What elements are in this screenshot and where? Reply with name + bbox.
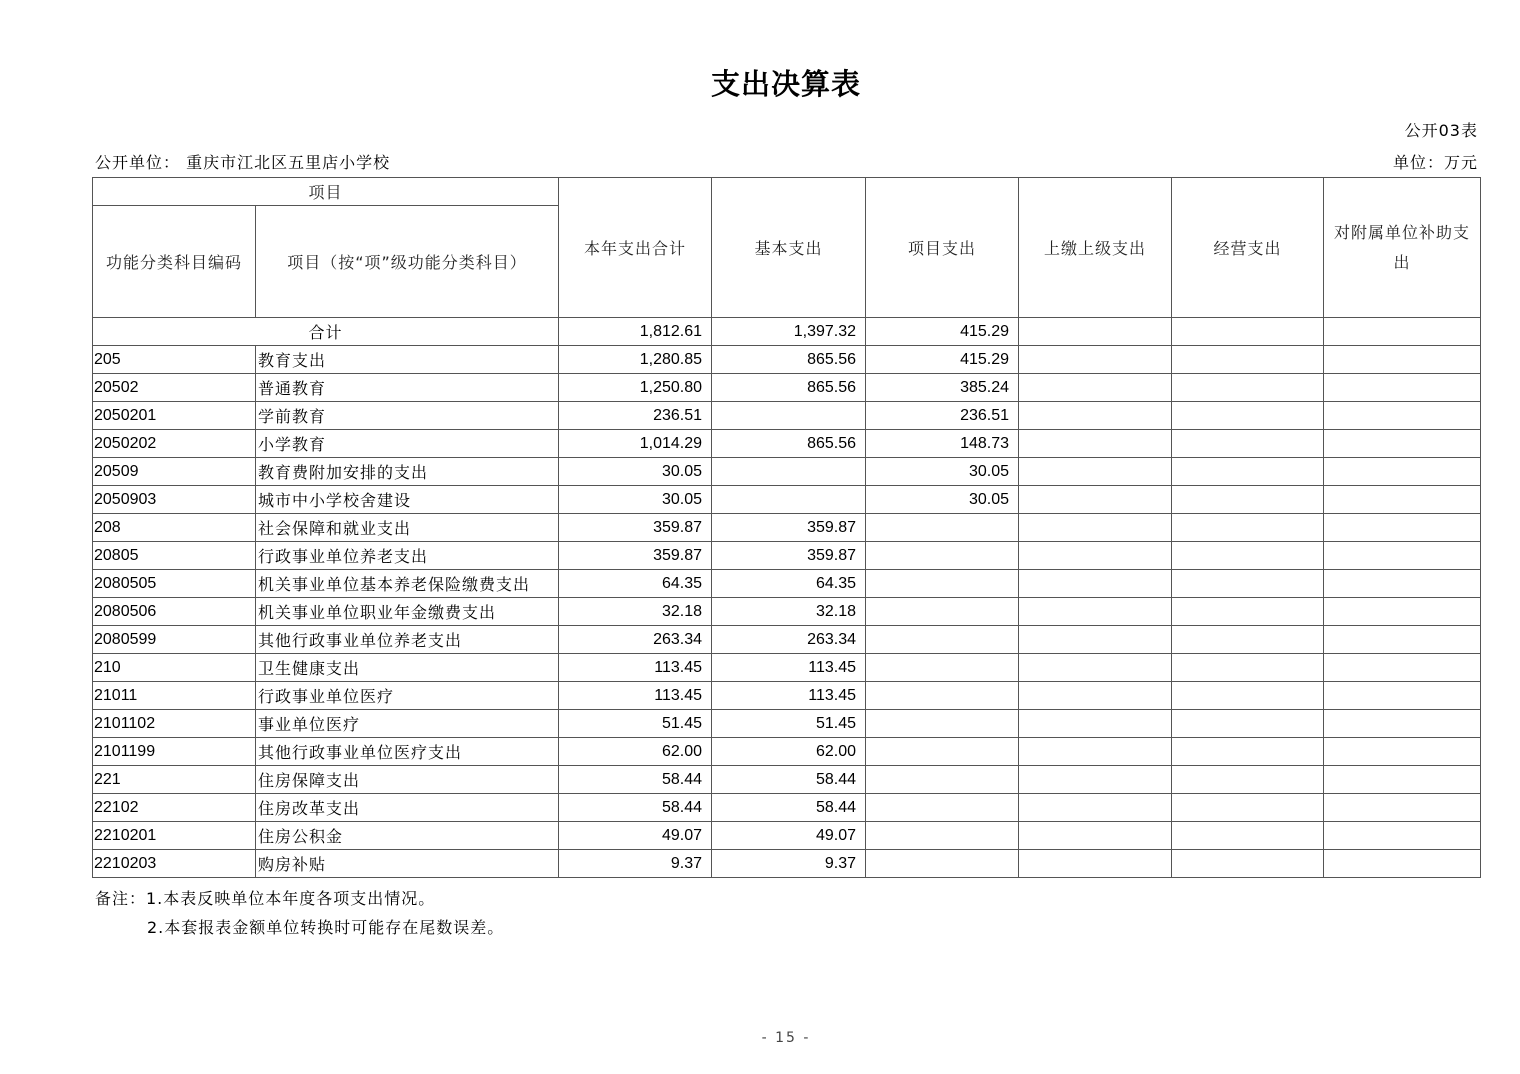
- page-number: - 15 -: [761, 1030, 811, 1046]
- subsidiary-cell: [1324, 598, 1481, 626]
- table-row: [93, 626, 1481, 654]
- project-cell: [866, 822, 1019, 850]
- subsidiary-cell: [1324, 486, 1481, 514]
- total-cell: 113.45: [559, 654, 712, 682]
- total-cell: 1,280.85: [559, 346, 712, 374]
- upper-cell: [1019, 430, 1172, 458]
- subsidiary-cell: [1324, 318, 1481, 346]
- upper-cell: [1019, 486, 1172, 514]
- code-cell: 2101199: [93, 738, 256, 766]
- total-cell: 58.44: [559, 794, 712, 822]
- project-cell: 236.51: [866, 402, 1019, 430]
- total-cell: 1,250.80: [559, 374, 712, 402]
- total-cell: 359.87: [559, 514, 712, 542]
- code-cell: 208: [93, 514, 256, 542]
- total-cell: 113.45: [559, 682, 712, 710]
- project-cell: 148.73: [866, 430, 1019, 458]
- code-cell: 2080506: [93, 598, 256, 626]
- total-label: 合计: [93, 318, 559, 346]
- project-cell: [866, 794, 1019, 822]
- name-cell: 城市中小学校舍建设: [256, 486, 559, 514]
- table-row: [93, 598, 1481, 626]
- project-cell: 385.24: [866, 374, 1019, 402]
- project-cell: [866, 542, 1019, 570]
- code-cell: 2080505: [93, 570, 256, 598]
- project-cell: 415.29: [866, 346, 1019, 374]
- table-row: [93, 738, 1481, 766]
- basic-cell: 51.45: [712, 710, 866, 738]
- name-cell: 学前教育: [256, 402, 559, 430]
- project-cell: [866, 850, 1019, 878]
- code-cell: 2050201: [93, 402, 256, 430]
- basic-cell: 58.44: [712, 794, 866, 822]
- basic-cell: 64.35: [712, 570, 866, 598]
- basic-cell: [712, 458, 866, 486]
- name-cell: 卫生健康支出: [256, 654, 559, 682]
- name-cell: 普通教育: [256, 374, 559, 402]
- table-row: [93, 542, 1481, 570]
- name-cell: 机关事业单位基本养老保险缴费支出: [256, 570, 559, 598]
- total-cell: 62.00: [559, 738, 712, 766]
- upper-cell: [1019, 626, 1172, 654]
- business-cell: [1172, 374, 1324, 402]
- project-cell: [866, 766, 1019, 794]
- upper-cell: [1019, 374, 1172, 402]
- table-row: [93, 766, 1481, 794]
- total-cell: 1,014.29: [559, 430, 712, 458]
- code-cell: 2210203: [93, 850, 256, 878]
- total-cell: 58.44: [559, 766, 712, 794]
- business-cell: [1172, 654, 1324, 682]
- subsidiary-cell: [1324, 850, 1481, 878]
- project-cell: 415.29: [866, 318, 1019, 346]
- subsidiary-cell: [1324, 794, 1481, 822]
- upper-cell: [1019, 598, 1172, 626]
- subsidiary-cell: [1324, 654, 1481, 682]
- subsidiary-cell: [1324, 710, 1481, 738]
- business-cell: [1172, 542, 1324, 570]
- table-row: [93, 682, 1481, 710]
- note-line-1: 备注：1.本表反映单位本年度各项支出情况。: [95, 889, 436, 908]
- business-cell: [1172, 766, 1324, 794]
- code-cell: 20805: [93, 542, 256, 570]
- header-business: 经营支出: [1172, 178, 1324, 318]
- header-basic: 基本支出: [712, 178, 866, 318]
- table-code: 公开03表: [1404, 121, 1478, 140]
- project-cell: [866, 738, 1019, 766]
- table-row: [93, 570, 1481, 598]
- project-cell: [866, 570, 1019, 598]
- upper-cell: [1019, 402, 1172, 430]
- total-cell: 51.45: [559, 710, 712, 738]
- project-cell: [866, 626, 1019, 654]
- business-cell: [1172, 710, 1324, 738]
- basic-cell: 1,397.32: [712, 318, 866, 346]
- upper-cell: [1019, 346, 1172, 374]
- code-cell: 22102: [93, 794, 256, 822]
- subsidiary-cell: [1324, 738, 1481, 766]
- business-cell: [1172, 514, 1324, 542]
- page-title: 支出决算表: [710, 67, 861, 101]
- subsidiary-cell: [1324, 514, 1481, 542]
- basic-cell: 263.34: [712, 626, 866, 654]
- basic-cell: 865.56: [712, 374, 866, 402]
- project-cell: 30.05: [866, 458, 1019, 486]
- basic-cell: [712, 402, 866, 430]
- header-project: 项目: [93, 178, 559, 206]
- subsidiary-cell: [1324, 402, 1481, 430]
- name-cell: 小学教育: [256, 430, 559, 458]
- basic-cell: 58.44: [712, 766, 866, 794]
- header-total: 本年支出合计: [559, 178, 712, 318]
- business-cell: [1172, 430, 1324, 458]
- subsidiary-cell: [1324, 766, 1481, 794]
- business-cell: [1172, 822, 1324, 850]
- code-cell: 205: [93, 346, 256, 374]
- code-cell: 2050903: [93, 486, 256, 514]
- total-cell: 236.51: [559, 402, 712, 430]
- project-cell: [866, 514, 1019, 542]
- expenditure-table: [92, 177, 1481, 878]
- table-row: [93, 486, 1481, 514]
- table-row: [93, 850, 1481, 878]
- total-cell: 263.34: [559, 626, 712, 654]
- total-cell: 49.07: [559, 822, 712, 850]
- upper-cell: [1019, 318, 1172, 346]
- total-cell: 1,812.61: [559, 318, 712, 346]
- project-cell: [866, 598, 1019, 626]
- name-cell: 教育费附加安排的支出: [256, 458, 559, 486]
- upper-cell: [1019, 682, 1172, 710]
- business-cell: [1172, 570, 1324, 598]
- table-row: [93, 458, 1481, 486]
- subsidiary-cell: [1324, 458, 1481, 486]
- business-cell: [1172, 318, 1324, 346]
- name-cell: 行政事业单位养老支出: [256, 542, 559, 570]
- basic-cell: [712, 486, 866, 514]
- basic-cell: 49.07: [712, 822, 866, 850]
- header-code: 功能分类科目编码: [93, 206, 256, 318]
- code-cell: 2101102: [93, 710, 256, 738]
- project-cell: [866, 682, 1019, 710]
- subsidiary-cell: [1324, 346, 1481, 374]
- total-cell: 30.05: [559, 486, 712, 514]
- subsidiary-cell: [1324, 542, 1481, 570]
- money-unit: 单位：万元: [1392, 153, 1478, 172]
- header-upper: 上缴上级支出: [1019, 178, 1172, 318]
- upper-cell: [1019, 570, 1172, 598]
- name-cell: 其他行政事业单位养老支出: [256, 626, 559, 654]
- upper-cell: [1019, 514, 1172, 542]
- upper-cell: [1019, 542, 1172, 570]
- subsidiary-cell: [1324, 374, 1481, 402]
- basic-cell: 865.56: [712, 346, 866, 374]
- subsidiary-cell: [1324, 682, 1481, 710]
- business-cell: [1172, 346, 1324, 374]
- table-row: [93, 374, 1481, 402]
- project-cell: 30.05: [866, 486, 1019, 514]
- name-cell: 住房改革支出: [256, 794, 559, 822]
- table-row: [93, 402, 1481, 430]
- basic-cell: 359.87: [712, 514, 866, 542]
- code-cell: 20509: [93, 458, 256, 486]
- header-subsidiary: 对附属单位补助支出: [1324, 178, 1481, 318]
- upper-cell: [1019, 710, 1172, 738]
- upper-cell: [1019, 850, 1172, 878]
- name-cell: 住房公积金: [256, 822, 559, 850]
- name-cell: 社会保障和就业支出: [256, 514, 559, 542]
- project-cell: [866, 654, 1019, 682]
- upper-cell: [1019, 654, 1172, 682]
- basic-cell: 32.18: [712, 598, 866, 626]
- name-cell: 住房保障支出: [256, 766, 559, 794]
- code-cell: 21011: [93, 682, 256, 710]
- business-cell: [1172, 458, 1324, 486]
- code-cell: 20502: [93, 374, 256, 402]
- subsidiary-cell: [1324, 570, 1481, 598]
- name-cell: 教育支出: [256, 346, 559, 374]
- upper-cell: [1019, 738, 1172, 766]
- basic-cell: 113.45: [712, 682, 866, 710]
- header-name: 项目（按“项”级功能分类科目）: [256, 206, 559, 318]
- table-row: [93, 822, 1481, 850]
- total-cell: 64.35: [559, 570, 712, 598]
- basic-cell: 62.00: [712, 738, 866, 766]
- code-cell: 2080599: [93, 626, 256, 654]
- business-cell: [1172, 486, 1324, 514]
- header-project-expense: 项目支出: [866, 178, 1019, 318]
- table-row: [93, 654, 1481, 682]
- code-cell: 221: [93, 766, 256, 794]
- total-cell: 30.05: [559, 458, 712, 486]
- note-line-2: 2.本套报表金额单位转换时可能存在尾数误差。: [147, 918, 505, 937]
- total-cell: 9.37: [559, 850, 712, 878]
- basic-cell: 359.87: [712, 542, 866, 570]
- total-cell: 359.87: [559, 542, 712, 570]
- name-cell: 事业单位医疗: [256, 710, 559, 738]
- upper-cell: [1019, 794, 1172, 822]
- upper-cell: [1019, 766, 1172, 794]
- code-cell: 2210201: [93, 822, 256, 850]
- business-cell: [1172, 738, 1324, 766]
- table-row: [93, 346, 1481, 374]
- subsidiary-cell: [1324, 626, 1481, 654]
- business-cell: [1172, 626, 1324, 654]
- name-cell: 行政事业单位医疗: [256, 682, 559, 710]
- business-cell: [1172, 682, 1324, 710]
- name-cell: 其他行政事业单位医疗支出: [256, 738, 559, 766]
- table-row: [93, 710, 1481, 738]
- table-row: [93, 430, 1481, 458]
- business-cell: [1172, 850, 1324, 878]
- business-cell: [1172, 402, 1324, 430]
- business-cell: [1172, 794, 1324, 822]
- table-row: [93, 794, 1481, 822]
- upper-cell: [1019, 458, 1172, 486]
- code-cell: 2050202: [93, 430, 256, 458]
- basic-cell: 865.56: [712, 430, 866, 458]
- table-row: [93, 514, 1481, 542]
- basic-cell: 9.37: [712, 850, 866, 878]
- code-cell: 210: [93, 654, 256, 682]
- business-cell: [1172, 598, 1324, 626]
- reporting-unit: 公开单位： 重庆市江北区五里店小学校: [95, 153, 391, 172]
- upper-cell: [1019, 822, 1172, 850]
- name-cell: 机关事业单位职业年金缴费支出: [256, 598, 559, 626]
- subsidiary-cell: [1324, 822, 1481, 850]
- total-cell: 32.18: [559, 598, 712, 626]
- project-cell: [866, 710, 1019, 738]
- subsidiary-cell: [1324, 430, 1481, 458]
- total-row: [93, 318, 1481, 346]
- basic-cell: 113.45: [712, 654, 866, 682]
- name-cell: 购房补贴: [256, 850, 559, 878]
